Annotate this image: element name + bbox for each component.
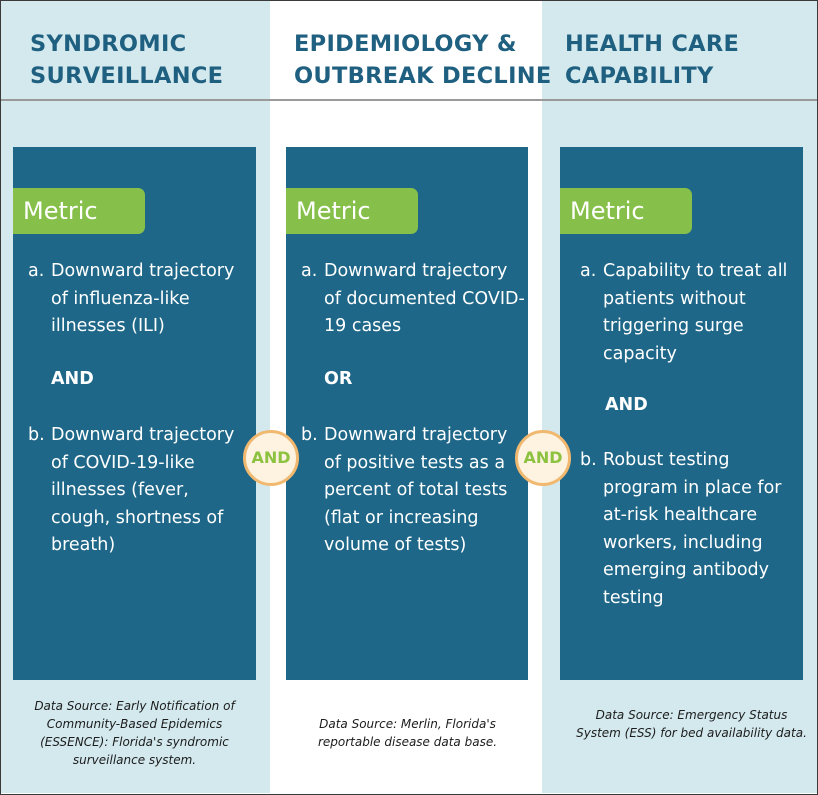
metric-tab: Metric xyxy=(286,188,418,234)
criterion-b: b. Downward trajectory of COVID-19-like illnesses (fever, cough, shortness of breath) xyxy=(28,425,235,555)
conjunction-label: AND xyxy=(51,369,94,389)
criterion-a: a. Downward trajectory of documented COVID-19 cases xyxy=(301,261,525,336)
data-source-syndromic: Data Source: Early Notification of Community-Based Epidemics (ESSENCE): Florida's syndromic surveillance system. xyxy=(34,699,235,767)
data-source-health-care: Data Source: Emergency Status System (ESS) for bed availability data. xyxy=(576,708,807,740)
and-connector-badge-2: AND xyxy=(515,430,571,486)
criterion-a: a. Downward trajectory of influenza-like illnesses (ILI) xyxy=(28,261,235,336)
conjunction-label: OR xyxy=(324,369,353,389)
criterion-a: a. Capability to treat all patients without triggering surge capacity xyxy=(580,261,788,364)
column-title-health-care: HEALTH CARE CAPABILITY xyxy=(565,31,740,89)
and-connector-badge-1: AND xyxy=(243,430,299,486)
data-source-epidemiology: Data Source: Merlin, Florida's reportable disease data base. xyxy=(317,717,498,749)
criterion-b: b. Robust testing program in place for at-risk healthcare workers, including emerging antibody testing xyxy=(580,450,782,608)
metric-tab: Metric xyxy=(13,188,145,234)
column-title-syndromic: SYNDROMIC SURVEILLANCE xyxy=(30,31,224,89)
criterion-b: b. Downward trajectory of positive tests as a percent of total tests (flat or increasing volume of tests) xyxy=(301,425,508,555)
conjunction-label: AND xyxy=(605,395,648,415)
column-title-epidemiology: EPIDEMIOLOGY & OUTBREAK DECLINE xyxy=(294,31,552,89)
metric-tab: Metric xyxy=(560,188,692,234)
